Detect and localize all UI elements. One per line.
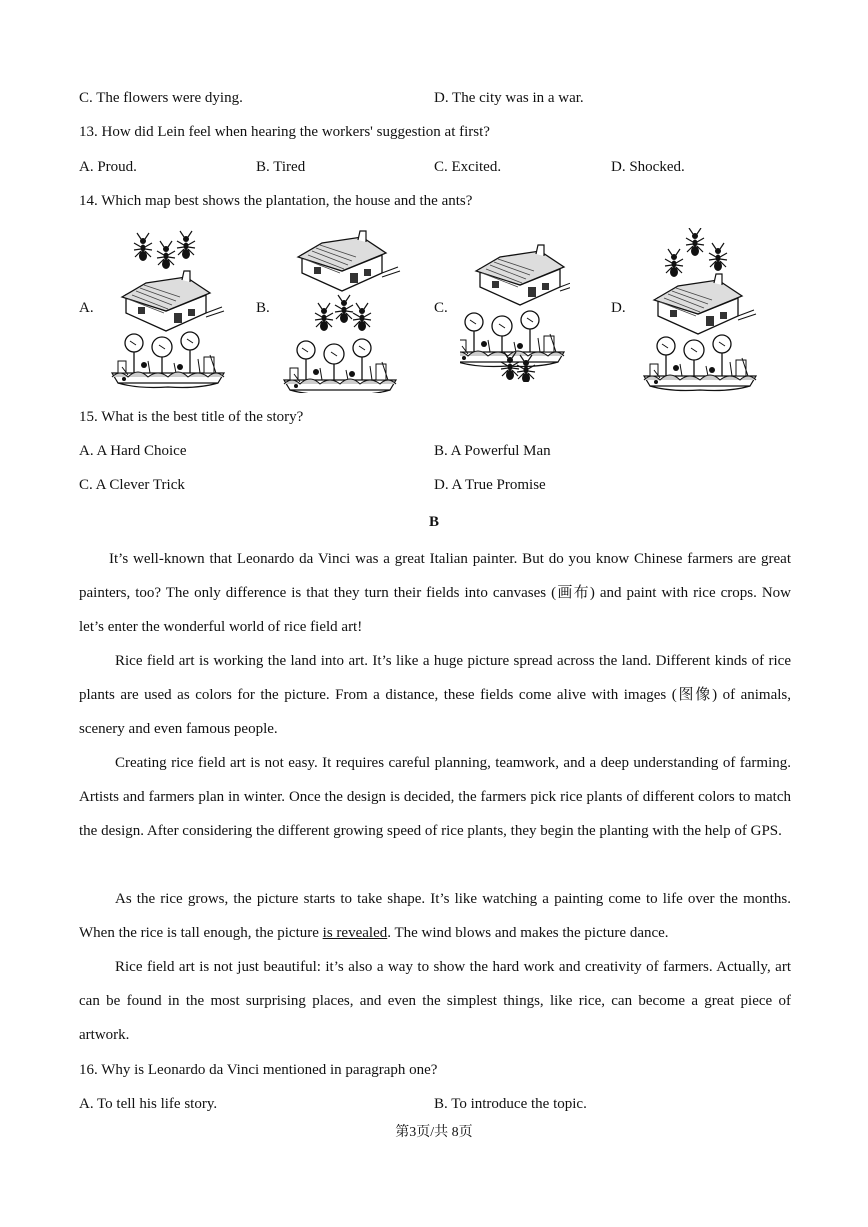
passage-paragraph-2 — [79, 644, 791, 746]
passage-paragraph-5 — [79, 950, 791, 1052]
q15-option-c: C. A Clever Trick — [79, 477, 185, 493]
q13-option-b: B. Tired — [256, 159, 306, 175]
q15-option-a: A. A Hard Choice — [79, 443, 187, 459]
q13-option-d: D. Shocked. — [611, 159, 685, 175]
passage-paragraph-1 — [79, 542, 791, 644]
paragraph-3-text: Creating rice field art is not easy. It requires careful planning, teamwork, and a deep understanding of farming. Artists and farmers plan in winter. Once the design is decided, the farmers pick rice plants of different colors to match the design. After considering the different growing speed of rice plants, they begin the planting with the help of GPS. — [79, 755, 791, 839]
q15-question: 15. What is the best title of the story? — [79, 409, 304, 425]
map-b-image — [282, 228, 402, 393]
map-a-image — [108, 228, 228, 393]
map-label-c: C. — [434, 300, 448, 316]
q12-option-c: C. The flowers were dying. — [79, 90, 243, 106]
q15-option-d: D. A True Promise — [434, 477, 546, 493]
q13-question: 13. How did Lein feel when hearing the workers' suggestion at first? — [79, 124, 490, 140]
passage-paragraph-4 — [79, 882, 791, 950]
section-b-heading: B — [428, 514, 439, 530]
q16-option-b: B. To introduce the topic. — [434, 1096, 587, 1112]
underlined-phrase: is revealed — [322, 925, 388, 941]
q14-question: 14. Which map best shows the plantation, the house and the ants? — [79, 193, 473, 209]
paragraph-4-text-before: As the rice grows, the picture starts to take shape. It’s like watching a painting come to life over the months. When the rice is tall enough, the picture — [79, 891, 791, 941]
page-footer: 第3页/共 8页 — [395, 1125, 473, 1140]
q13-option-a: A. Proud. — [79, 159, 137, 175]
map-label-d: D. — [611, 300, 626, 316]
paragraph-2-text: Rice field art is working the land into art. It’s like a huge picture spread across the land. Different kinds of rice plants are used as colors for the picture. From a distance, these fields come alive with images (图像) of animals, scenery and even famous people. — [79, 653, 791, 737]
paragraph-5-text: Rice field art is not just beautiful: it’s also a way to show the hard work and creativity of farmers. Actually, art can be found in the most surprising places, and even the simplest things, like rice, can become a great piece of artwork. — [79, 959, 791, 1043]
q12-option-d: D. The city was in a war. — [434, 90, 584, 106]
q13-option-c: C. Excited. — [434, 159, 502, 175]
paragraph-1-text: It’s well-known that Leonardo da Vinci was a great Italian painter. But do you know Chinese farmers are great painters, too? The only difference is that they turn their fields into canvases (画布) and paint with rice crops. Now let’s enter the wonderful world of rice field art! — [79, 551, 791, 635]
q16-question: 16. Why is Leonardo da Vinci mentioned in paragraph one? — [79, 1062, 438, 1078]
q16-option-a: A. To tell his life story. — [79, 1096, 218, 1112]
paragraph-4-text-after: . The wind blows and makes the picture dance. — [387, 925, 669, 941]
map-d-image — [640, 228, 760, 393]
map-label-b: B. — [256, 300, 270, 316]
map-c-image — [460, 242, 570, 382]
q15-option-b: B. A Powerful Man — [434, 443, 551, 459]
map-label-a: A. — [79, 300, 94, 316]
passage-paragraph-3 — [79, 746, 791, 848]
